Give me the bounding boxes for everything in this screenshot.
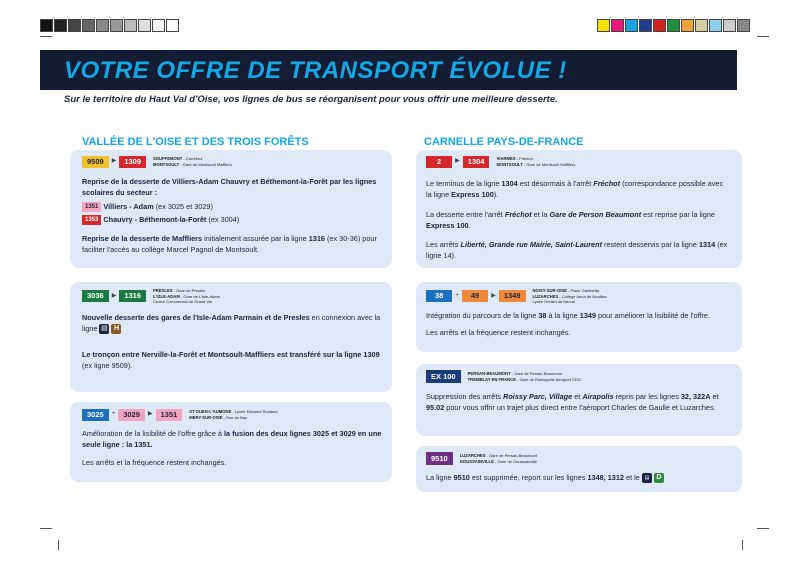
info-card-9510 bbox=[416, 446, 742, 492]
line-badge: 1309 bbox=[119, 156, 146, 168]
stop-list: PRESLES - Gare de Presles L'ISLE-ADAM - Gare de L'Isle-Adam Centre Commercial du Grand Val bbox=[153, 288, 220, 304]
info-card-3036-1316 bbox=[70, 282, 392, 392]
card-paragraph: La desserte entre l'arrêt Fréchot et la Gare de Person Beaumont est reprise par la ligne Express 100. bbox=[426, 209, 715, 230]
stop-list: VIARMES - Fréchot MONTSOULT - Gare de Montsoult Maffliers bbox=[496, 156, 576, 167]
crop-mark bbox=[757, 36, 769, 37]
crop-mark bbox=[40, 528, 52, 529]
card-paragraph: Le tronçon entre Nerville-la-Forêt et Montsoult-Maffliers est transféré sur la ligne 1309 (ex ligne 9509). bbox=[82, 349, 380, 370]
info-card-ex100 bbox=[416, 364, 742, 436]
info-card-2-1304 bbox=[416, 150, 742, 268]
title-banner bbox=[40, 50, 737, 90]
card-paragraph: Suppression des arrêts Roissy Parc, Village et Airapolis repris par les lignes 32, 322A et 95.02 pour vous offrir un trajet plus direct entre l'aéroport Charles de Gaulle et Luzarches. bbox=[426, 392, 719, 413]
line-badge: 9509 bbox=[82, 156, 109, 168]
line-badge: 49 bbox=[462, 290, 488, 302]
arrow-right-icon: ▶ bbox=[147, 411, 153, 418]
rer-icon: ▤ bbox=[642, 473, 652, 483]
arrow-right-icon: ▶ bbox=[111, 292, 117, 299]
arrow-right-icon: ▶ bbox=[455, 158, 460, 165]
info-card-38-49-1349 bbox=[416, 282, 742, 352]
color-calibration-bar bbox=[597, 19, 751, 32]
card-paragraph: La ligne 9510 est supprimée, report sur les lignes 1348, 1312 et le ▤ D bbox=[426, 472, 732, 483]
stop-list: ST-OUEN-L'AUMONE - Lycée Edmond Rostand MERY-SUR-OISE - Rue du Bac bbox=[189, 409, 278, 420]
crop-mark bbox=[40, 36, 52, 37]
line-badge: 38 bbox=[426, 290, 452, 302]
line-badge: 3025 bbox=[82, 409, 109, 421]
card-paragraph: Reprise de la desserte de Maffliers initialement assurée par la ligne 1316 (ex 30-36) pour faciliter l'accès au collège Marcel Pagnol de Montsoult. bbox=[82, 234, 377, 255]
card-paragraph: Les arrêts et la fréquence restent inchangés. bbox=[426, 328, 571, 338]
arrow-right-icon: ▶ bbox=[491, 292, 496, 299]
arrow-right-icon: ▶ bbox=[111, 158, 117, 165]
line-badge: 1349 bbox=[499, 290, 526, 302]
line-badge: EX 100 bbox=[426, 370, 461, 383]
plus-icon: + bbox=[455, 292, 459, 299]
card-paragraph: Nouvelle desserte des gares de l'Isle-Adam Parmain et de Presles en connexion avec la ligne ▤ H bbox=[82, 313, 381, 334]
crop-mark bbox=[58, 540, 59, 550]
card-paragraph: Intégration du parcours de la ligne 38 à la ligne 1349 pour améliorer la lisibilité de l'offre. bbox=[426, 311, 711, 320]
right-section-title: CARNELLE PAYS-DE-FRANCE bbox=[424, 136, 584, 148]
page-title: VOTRE OFFRE DE TRANSPORT ÉVOLUE ! bbox=[64, 57, 567, 84]
stop-list: LUZARCHES - Gare de Persan-Beaumont GOUSSAINVILLE - Gare de Goussainville bbox=[459, 452, 537, 464]
card-paragraph: Les arrêts Liberté, Grande rue Mairie, Saint-Laurent restent desservis par la ligne 1314 (ex ligne 14). bbox=[426, 240, 728, 261]
train-icon: ▤ bbox=[101, 325, 108, 333]
stop-list: PERSAN-BEAUMONT - Gare de Persan-Beaumont TREMBLAY EN FRANCE - Gare de Roissypôle Aéroport CDG bbox=[467, 370, 581, 382]
line-badge: 9510 bbox=[426, 452, 453, 465]
line-badge: 1304 bbox=[463, 156, 490, 168]
line-h-icon: H bbox=[111, 324, 121, 334]
info-card-3025-3029-1351 bbox=[70, 402, 392, 482]
card-route-row: 1353 Chauvry - Béthemont-la-Forêt (ex 3004) bbox=[82, 214, 382, 225]
gray-calibration-bar bbox=[40, 19, 180, 32]
crop-mark bbox=[757, 528, 769, 529]
line-badge: 1316 bbox=[119, 290, 146, 302]
card-paragraph: Le terminus de la ligne 1304 est désormais à l'arrêt Fréchot (correspondance possible avec la ligne Express 100). bbox=[426, 179, 724, 200]
card-paragraph: Les arrêts et la fréquence restent inchangés. bbox=[82, 457, 227, 467]
plus-icon: + bbox=[111, 411, 116, 418]
info-card-9509-1309 bbox=[70, 150, 392, 268]
page-subtitle: Sur le territoire du Haut Val d'Oise, vos lignes de bus se réorganisent pour vous offrir une meilleure desserte. bbox=[64, 94, 558, 105]
line-badge: 1351 bbox=[156, 409, 183, 421]
line-d-icon: D bbox=[654, 473, 664, 483]
left-section-title: VALLÉE DE L'OISE ET DES TROIS FORÊTS bbox=[82, 136, 309, 148]
line-badge: 3029 bbox=[118, 409, 145, 421]
crop-mark bbox=[742, 540, 743, 550]
line-badge: 2 bbox=[426, 156, 452, 168]
line-badge: 3036 bbox=[82, 290, 109, 302]
card-route-row: 1351 Villiers - Adam (ex 3025 et 3029) bbox=[82, 201, 382, 212]
stop-list: NOISY-SUR-OISE - Place Gambetta LUZARCHES - Collège Anna de Noailles Lycée Gérard de Nerval bbox=[532, 288, 607, 304]
card-paragraph: Amélioration de la lisibilité de l'offre grâce à la fusion des deux lignes 3025 et 3029 en une seule ligne : la 1351. bbox=[82, 429, 382, 450]
card-paragraph: Reprise de la desserte de Villiers-Adam Chauvry et Béthemont-la-Forêt par les lignes scolaires du secteur : bbox=[82, 177, 377, 198]
stop-list: SOUFFEMONT - Carrefour MONTSOULT - Gare de Montsoult Maffliers bbox=[153, 156, 232, 167]
